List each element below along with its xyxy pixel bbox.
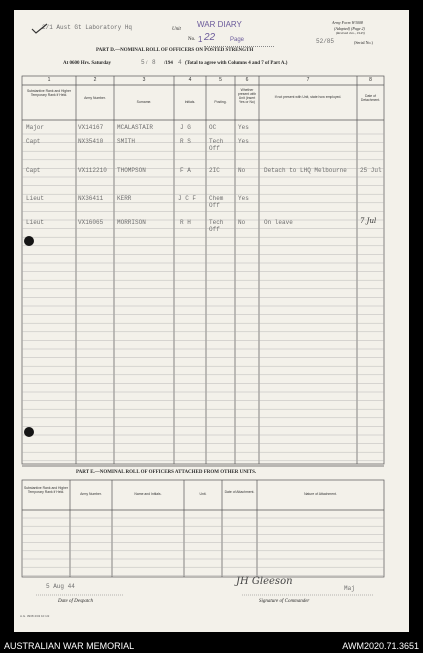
- row-initials: J C F: [178, 195, 197, 202]
- row-surname: MCALASTAIR: [117, 124, 154, 131]
- row-initials: R S: [180, 138, 191, 145]
- row-rank: Lieut: [26, 219, 45, 226]
- col-head-7: If not present with Unit, state how employed.: [274, 95, 342, 99]
- serial-label: (Serial No.): [354, 40, 373, 45]
- row-employed: On leave: [264, 219, 293, 226]
- time-text: At 0600 Hrs. Saturday: [63, 61, 112, 66]
- part-e-col-unit: Unit.: [199, 492, 207, 496]
- col-head-8: Date of Detachment.: [360, 94, 381, 102]
- row-posting: OC: [209, 124, 217, 131]
- col-num-8: 8: [369, 77, 372, 83]
- day-value: 5: [141, 59, 145, 66]
- part-e-title: PART E.—NOMINAL ROLL OF OFFICERS ATTACHED FROM OTHER UNITS.: [76, 470, 257, 475]
- archive-label-right: AWM2020.71.3651: [342, 641, 419, 651]
- part-e-col-rank: Substantive Rank and Higher Temporary Rank if Held.: [23, 486, 69, 494]
- month-value: 8: [152, 59, 156, 66]
- row-rank: Capt: [26, 138, 41, 145]
- col-head-2: Army Number.: [84, 96, 106, 100]
- punch-hole-bottom: [24, 427, 34, 437]
- row-initials: J G: [180, 124, 191, 131]
- serial-value: 52/85: [316, 38, 335, 45]
- row-posting: Tech Off: [209, 138, 224, 152]
- tick-mark-icon: [30, 22, 50, 36]
- row-posting: Tech Off: [209, 219, 224, 233]
- row-date-handwritten: 7 Jul: [360, 217, 377, 225]
- row-surname: THOMPSON: [117, 167, 146, 174]
- col-num-3: 3: [142, 77, 146, 83]
- col-head-5: Posting.: [214, 100, 227, 104]
- row-rank: Capt: [26, 167, 41, 174]
- col-head-1: Substantive Rank and Higher Temporary Rank if Held.: [26, 89, 72, 97]
- row-number: NX36411: [78, 195, 104, 202]
- row-number: VX112210: [78, 167, 107, 174]
- row-rank: Major: [26, 124, 45, 131]
- row-present: Yes: [238, 124, 249, 131]
- commander-signature: JH Gleeson: [236, 576, 293, 587]
- col-num-5: 5: [219, 77, 222, 83]
- row-rank: Lieut: [26, 195, 45, 202]
- unit-value: 2/1 Aust Gt Laboratory Hq: [42, 24, 133, 31]
- print-code: A.G. 3938 4/43 10 1/2: [20, 614, 50, 618]
- col-num-7: 7: [306, 77, 310, 83]
- row-number: NX35410: [78, 138, 104, 145]
- year-value: 4: [178, 59, 182, 66]
- row-initials: F A: [180, 167, 191, 174]
- part-e-col-number: Army Number.: [80, 492, 102, 496]
- row-initials: R H: [180, 219, 191, 226]
- row-posting: 2IC: [209, 167, 220, 174]
- row-date: 25 Jul: [360, 167, 382, 174]
- form-line-3: (Revised Jun., 1943): [336, 31, 365, 35]
- punch-hole-top: [24, 236, 34, 246]
- col-num-2: 2: [93, 77, 97, 83]
- unit-label: Unit: [172, 27, 181, 32]
- document-sheet: 2/1 Aust Gt Laboratory Hq Unit WAR DIARY No. 1 22 Page Army Form W3008 (Adapted) (Page 2) (Revised Jun., 1943) 52/85 (Serial No.) PART D.—NOMINAL ROLL OF OFFICERS ON POSTED STRENGTH At 0600 Hrs. Saturday 5 / 8 /194 4 (Total to agree with Columns 4 and 7 of Part A.) 1 2 3 4 5 6 7 8 Substantive Rank and Higher Temporary Rank if Held. Army Number. Surname. Initials. Posting. Whether present with Unit (insert Yes or No) If not present with Unit, state how employed. Date of Detachment. Major VX14167 MCALASTAIR J G OC Yes Capt NX35410 SMITH R S Tech Off Yes Capt VX112210 THOMPSON F A 2IC No Detach to LHQ Melbourne 25 Jul Lieut NX36411 KERR J C F Chem Off Yes Lieut VX16065 MORRISON R H Tech Off No On leave 7 Jul PART E.—NOMINAL ROLL OF OFFICERS ATTACHED FROM OTHER UNITS. Substantive Rank and Higher Temporary Rank if Held. Army Number. Name and Initials. Unit. Date of Attachment. Nature of Attachment. 5 Aug 44 Date of Despatch JH Gleeson Maj Signature of Commander A.G. 3938 4/43 10 1/2: [14, 10, 409, 632]
- row-number: VX16065: [78, 219, 104, 226]
- row-surname: MORRISON: [117, 219, 146, 226]
- archive-label-left: AUSTRALIAN WAR MEMORIAL: [4, 641, 135, 651]
- col-head-3: Surname.: [136, 100, 152, 104]
- col-head-6: Whether present with Unit (insert Yes or No): [237, 88, 257, 104]
- col-num-6: 6: [245, 77, 249, 83]
- no-value: 1: [198, 35, 203, 44]
- war-diary-stamp: WAR DIARY: [197, 20, 242, 29]
- row-present: No: [238, 219, 246, 226]
- page-label: Page: [230, 37, 245, 43]
- row-number: VX14167: [78, 124, 104, 131]
- year-prefix: /194: [164, 61, 173, 66]
- time-note: (Total to agree with Columns 4 and 7 of Part A.): [185, 61, 288, 66]
- col-head-4: Initials.: [184, 100, 196, 104]
- col-num-1: 1: [47, 77, 51, 83]
- no-handwritten: 22: [204, 32, 216, 43]
- form-line-2: (Adapted) (Page 2): [334, 26, 365, 31]
- part-d-title: PART D.—NOMINAL ROLL OF OFFICERS ON POSTED STRENGTH: [96, 48, 254, 53]
- row-present: Yes: [238, 138, 249, 145]
- despatch-date: 5 Aug 44: [46, 583, 75, 590]
- part-e-col-date: Date of Attachment.: [224, 490, 255, 494]
- signature-rank: Maj: [344, 585, 355, 592]
- despatch-label: Date of Despatch: [58, 599, 93, 604]
- row-present: Yes: [238, 195, 249, 202]
- form-line-1: Army Form W3008: [332, 20, 363, 25]
- col-num-4: 4: [188, 77, 192, 83]
- part-e-col-name: Name and Initials.: [134, 492, 162, 496]
- signature-label: Signature of Commander: [259, 599, 310, 604]
- row-surname: KERR: [117, 195, 132, 202]
- row-present: No: [238, 167, 246, 174]
- row-surname: SMITH: [117, 138, 136, 145]
- row-posting: Chem Off: [209, 195, 224, 209]
- row-employed: Detach to LHQ Melbourne: [264, 167, 347, 174]
- part-e-col-nature: Nature of Attachment.: [304, 492, 337, 496]
- no-label: No.: [188, 37, 196, 42]
